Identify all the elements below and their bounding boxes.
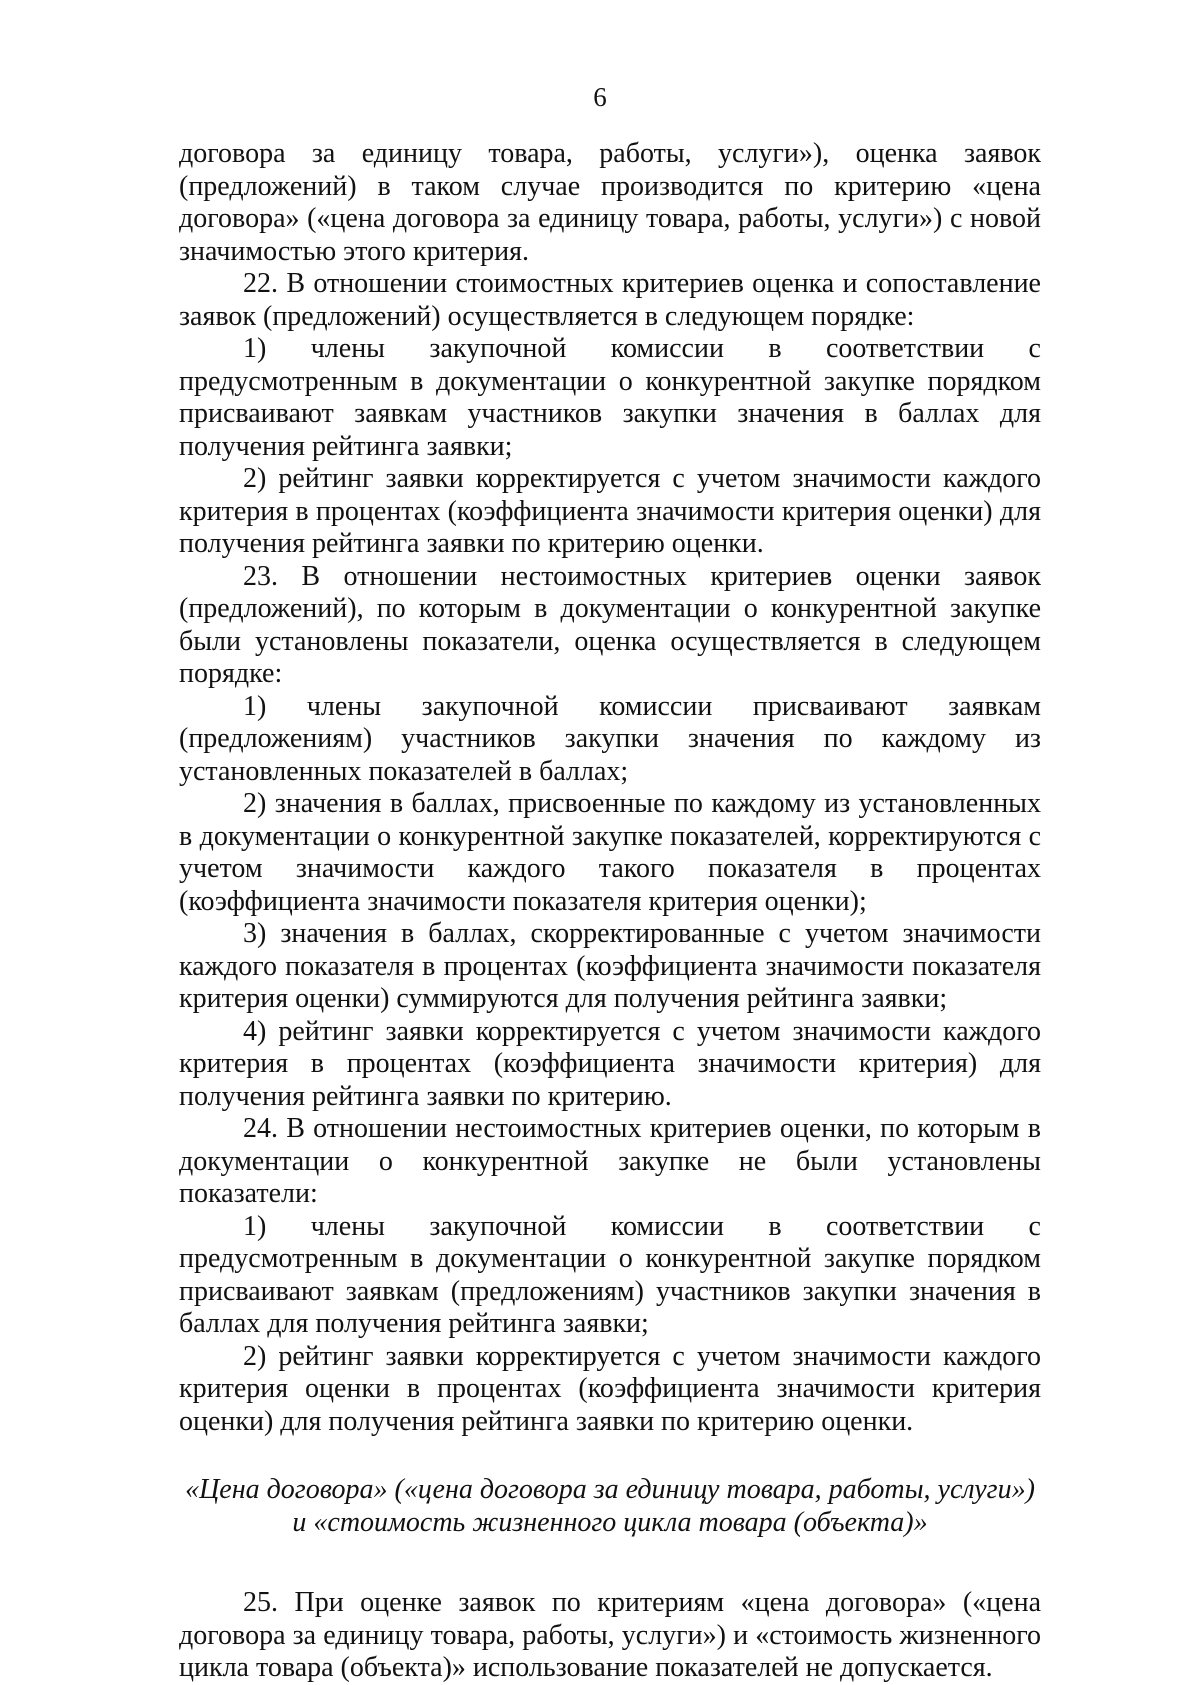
paragraph: 25. При оценке заявок по критериям «цена договора» («цена договора за единицу товара, работы, услуги») и «стоимость жизненного цикла товара (объекта)» использование показателей не допускается.	[179, 1587, 1041, 1683]
paragraph: договора за единицу товара, работы, услуги»), оценка заявок (предложений) в таком случае производится по критерию «цена договора» («цена договора за единицу товара, работы, услуги») с новой значимостью этого критерия.	[179, 138, 1041, 267]
paragraph: 1) члены закупочной комиссии присваивают заявкам (предложениям) участников закупки значения по каждому из установленных показателей в баллах;	[179, 690, 1041, 787]
paragraph-group-price-criteria	[179, 1587, 1041, 1685]
paragraph: 2) значения в баллах, присвоенные по каждому из установленных в документации о конкурентной закупке показателей, корректируются с учетом значимости каждого такого показателя в процентах (коэффициента значимости показателя критерия оценки);	[179, 788, 1041, 917]
paragraph: 3) значения в баллах, скорректированные с учетом значимости каждого показателя в процентах (коэффициента значимости показателя критерия оценки) суммируются для получения рейтинга заявки;	[179, 918, 1041, 1014]
section-heading-line: и «стоимость жизненного цикла товара (объекта)»	[292, 1506, 928, 1538]
document-body	[179, 138, 1041, 1685]
paragraph: 2) рейтинг заявки корректируется с учетом значимости каждого критерия оценки в процентах (коэффициента значимости критерия оценки) для получения рейтинга заявки по критерию оценки.	[179, 1340, 1041, 1437]
paragraph: 2) рейтинг заявки корректируется с учетом значимости каждого критерия в процентах (коэффициента значимости критерия оценки) для получения рейтинга заявки по критерию оценки.	[179, 463, 1041, 559]
spacer	[179, 1539, 1041, 1587]
paragraph: 1) члены закупочной комиссии в соответствии с предусмотренным в документации о конкурентной закупке порядком присваивают заявкам участников закупки значения в баллах для получения рейтинга заявки;	[179, 333, 1041, 462]
spacer	[179, 1438, 1041, 1474]
paragraph-group-evaluation-order	[179, 138, 1041, 1438]
paragraph: 24. В отношении нестоимостных критериев оценки, по которым в документации о конкурентной закупке не были установлены показатели:	[179, 1113, 1041, 1209]
section-heading-line: «Цена договора» («цена договора за единицу товара, работы, услуги»)	[185, 1474, 1035, 1505]
section-heading	[179, 1474, 1041, 1539]
paragraph: 1) члены закупочной комиссии в соответствии с предусмотренным в документации о конкурентной закупке порядком присваивают заявкам (предложениям) участников закупки значения в баллах для получения рейтинга заявки;	[179, 1210, 1041, 1339]
paragraph: 22. В отношении стоимостных критериев оценка и сопоставление заявок (предложений) осуществляется в следующем порядке:	[179, 268, 1041, 332]
paragraph: 23. В отношении нестоимостных критериев оценки заявок (предложений), по которым в документации о конкурентной закупке были установлены показатели, оценка осуществляется в следующем порядке:	[179, 560, 1041, 689]
paragraph: 4) рейтинг заявки корректируется с учетом значимости каждого критерия в процентах (коэффициента значимости критерия) для получения рейтинга заявки по критерию.	[179, 1015, 1041, 1112]
page-number: 6	[593, 82, 607, 112]
